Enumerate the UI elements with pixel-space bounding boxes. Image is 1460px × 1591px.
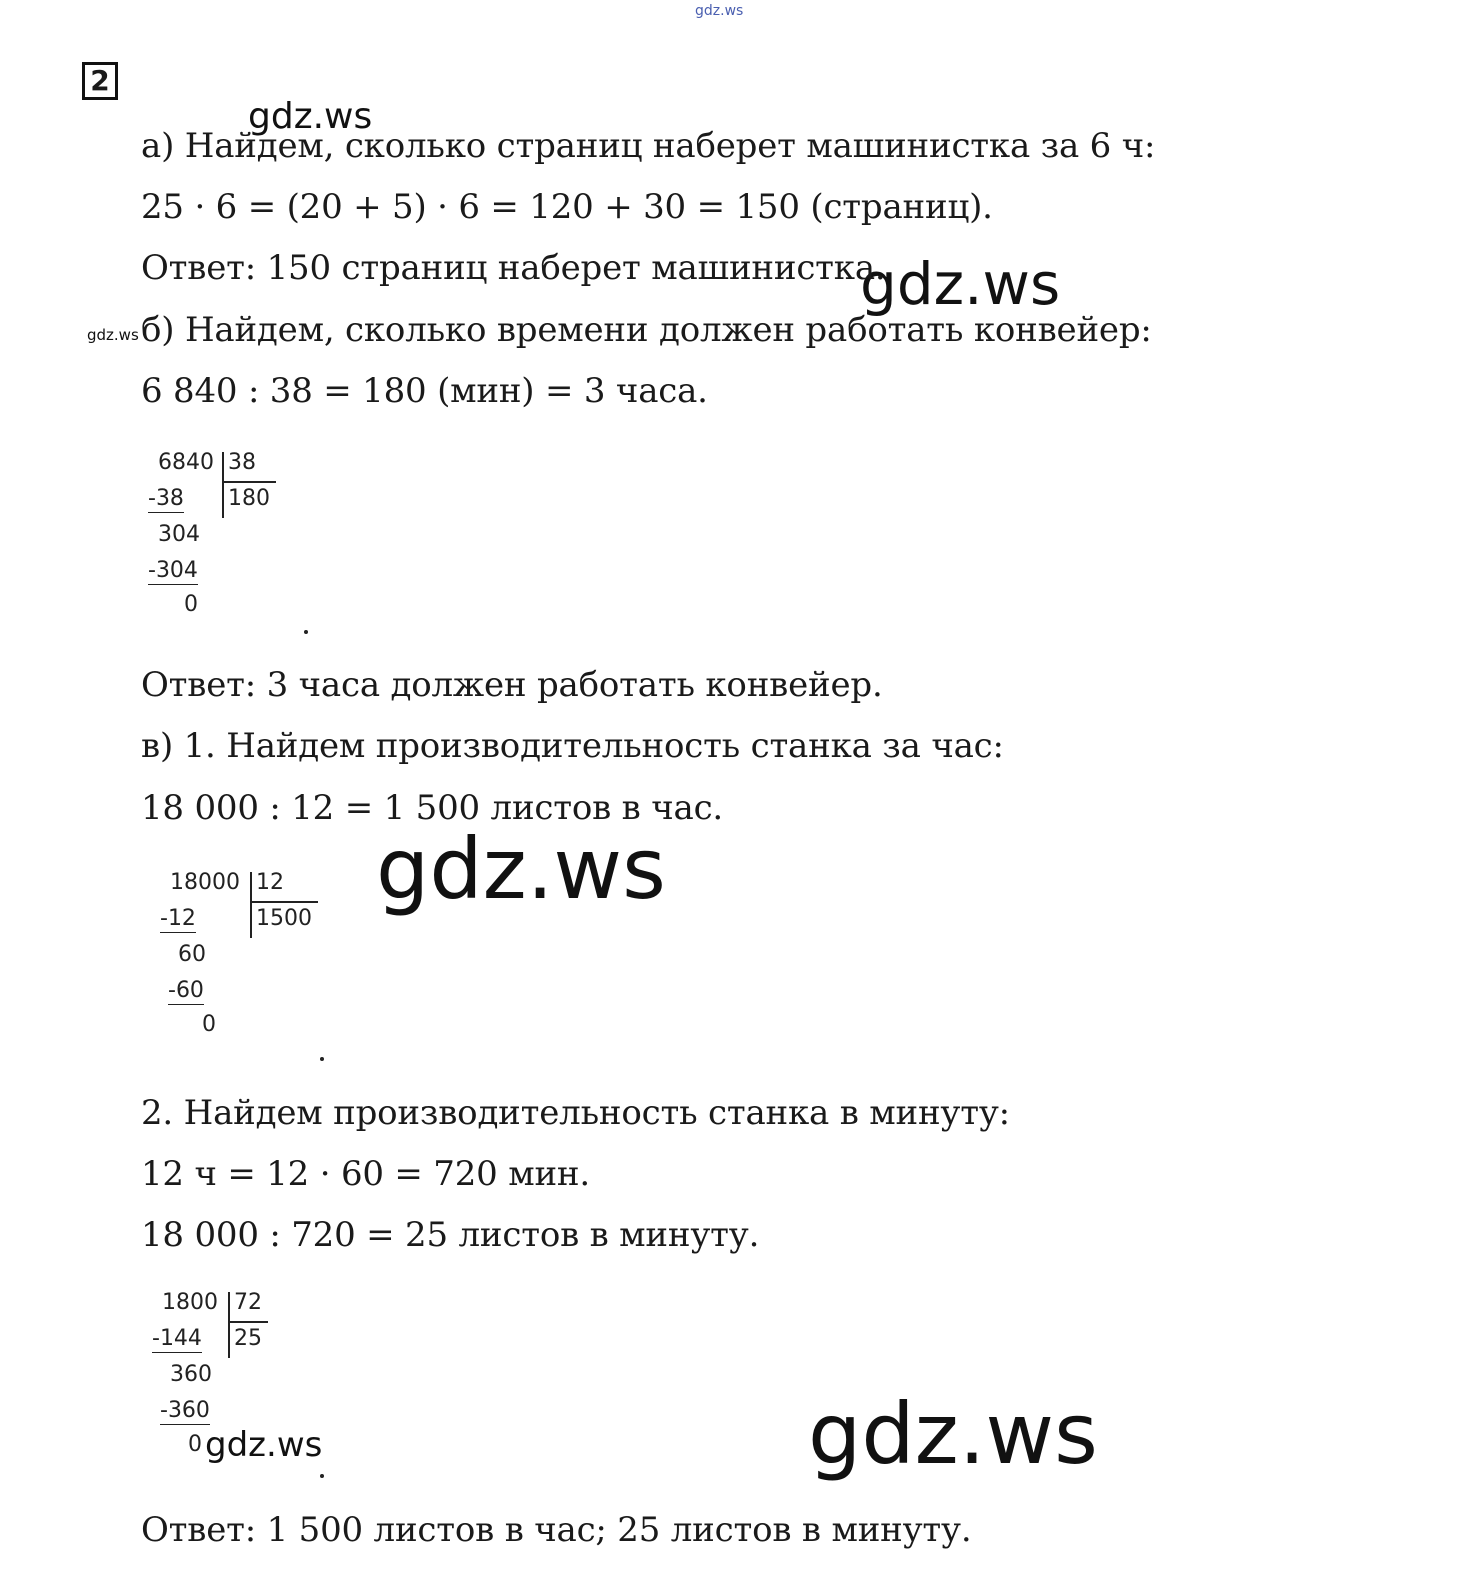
part-c-step2-title: 2. Найдем производительность станка в минуту: (141, 1093, 1010, 1133)
division-step: 0 (202, 1012, 216, 1037)
part-c-title: в) 1. Найдем производительность станка за час: (141, 726, 1004, 766)
watermark: gdz.ws (376, 820, 666, 918)
quotient: 180 (228, 486, 270, 511)
part-c-answer: Ответ: 1 500 листов в час; 25 листов в минуту. (141, 1510, 972, 1550)
watermark: gdz.ws (205, 1425, 323, 1465)
part-c-step2-calc1: 12 ч = 12 · 60 = 720 мин. (141, 1154, 590, 1194)
quotient: 25 (234, 1326, 262, 1351)
division-step: 360 (170, 1362, 212, 1387)
division-step: -360 (160, 1398, 210, 1423)
divisor: 12 (256, 870, 284, 895)
task-number: 2 (82, 62, 118, 100)
watermark: gdz.ws (248, 96, 373, 137)
dividend: 1800 (162, 1290, 218, 1315)
divisor: 38 (228, 450, 256, 475)
division-step: 0 (188, 1432, 202, 1457)
watermark: gdz.ws (87, 326, 139, 344)
part-a-calc: 25 · 6 = (20 + 5) · 6 = 120 + 30 = 150 (страниц). (141, 187, 993, 227)
division-step: 304 (158, 522, 200, 547)
part-b-answer: Ответ: 3 часа должен работать конвейер. (141, 665, 883, 705)
part-c-step2-calc2: 18 000 : 720 = 25 листов в минуту. (141, 1215, 760, 1255)
division-step: -144 (152, 1326, 202, 1351)
part-b-title: б) Найдем, сколько времени должен работать конвейер: (141, 310, 1152, 350)
part-c-calc: 18 000 : 12 = 1 500 листов в час. (141, 788, 724, 828)
watermark: gdz.ws (860, 250, 1061, 318)
division-step: -38 (148, 486, 184, 511)
dividend: 18000 (170, 870, 240, 895)
division-step: -12 (160, 906, 196, 931)
watermark: gdz.ws (808, 1385, 1098, 1483)
division-step: -60 (168, 978, 204, 1003)
quotient: 1500 (256, 906, 312, 931)
division-step: 60 (178, 942, 206, 967)
part-b-calc: 6 840 : 38 = 180 (мин) = 3 часа. (141, 371, 708, 411)
divisor: 72 (234, 1290, 262, 1315)
division-step: 0 (184, 592, 198, 617)
watermark-top: gdz.ws (695, 3, 744, 19)
part-a-title: а) Найдем, сколько страниц наберет машинистка за 6 ч: (141, 126, 1156, 166)
part-a-answer: Ответ: 150 страниц наберет машинистка. (141, 248, 886, 288)
division-step: -304 (148, 558, 198, 583)
dividend: 6840 (158, 450, 214, 475)
